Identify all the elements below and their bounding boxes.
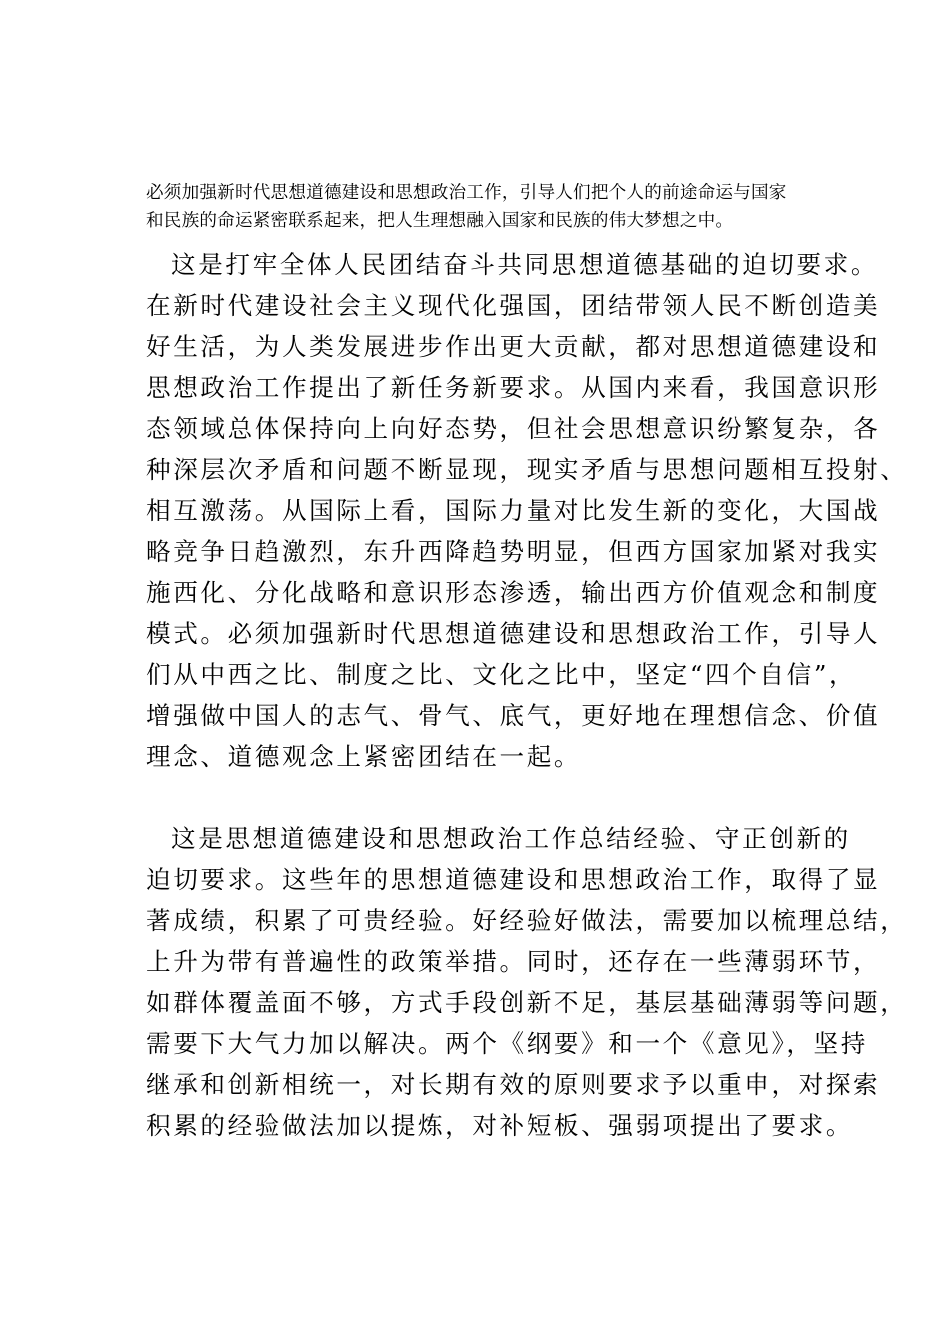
paragraph-2-line: 迫切要求。这些年的思想道德建设和思想政治工作，取得了显: [146, 865, 881, 894]
paragraph-1-line: 在新时代建设社会主义现代化强国，团结带领人民不断创造美: [146, 291, 881, 320]
paragraph-1-line: 思想政治工作提出了新任务新要求。从国内来看，我国意识形: [146, 373, 881, 402]
paragraph-1-line: 施西化、分化战略和意识形态渗透，输出西方价值观念和制度: [146, 578, 881, 607]
paragraph-2-line: 继承和创新相统一，对长期有效的原则要求予以重申，对探索: [146, 1070, 881, 1099]
paragraph-1-line: 这是打牢全体人民团结奋斗共同思想道德基础的迫切要求。: [171, 250, 879, 279]
paragraph-2-line: 如群体覆盖面不够，方式手段创新不足，基层基础薄弱等问题，: [146, 988, 908, 1017]
paragraph-1-line: 好生活，为人类发展进步作出更大贡献，都对思想道德建设和: [146, 332, 881, 361]
paragraph-1-line: 略竞争日趋激烈，东升西降趋势明显，但西方国家加紧对我实: [146, 537, 881, 566]
intro-line: 必须加强新时代思想道德建设和思想政治工作，引导人们把个人的前途命运与国家: [146, 183, 787, 203]
intro-line: 和民族的命运紧密联系起来，把人生理想融入国家和民族的伟大梦想之中。: [146, 211, 734, 231]
paragraph-1-line: 理念、道德观念上紧密团结在一起。: [146, 742, 582, 771]
paragraph-2-line: 需要下大气力加以解决。两个《纲要》和一个《意见》，坚持: [146, 1029, 868, 1058]
paragraph-2-line: 积累的经验做法加以提炼，对补短板、强弱项提出了要求。: [146, 1111, 854, 1140]
paragraph-2-line: 上升为带有普遍性的政策举措。同时，还存在一些薄弱环节，: [146, 947, 881, 976]
paragraph-2-line: 著成绩，积累了可贵经验。好经验好做法，需要加以梳理总结，: [146, 906, 908, 935]
paragraph-1-line: 增强做中国人的志气、骨气、底气，更好地在理想信念、价值: [146, 701, 881, 730]
paragraph-1-line: 相互激荡。从国际上看，国际力量对比发生新的变化，大国战: [146, 496, 881, 525]
paragraph-1-line: 态领域总体保持向上向好态势，但社会思想意识纷繁复杂，各: [146, 414, 881, 443]
paragraph-1-line: 种深层次矛盾和问题不断显现，现实矛盾与思想问题相互投射、: [146, 455, 908, 484]
paragraph-1-line: 们从中西之比、制度之比、文化之比中，坚定“四个自信”，: [146, 660, 857, 689]
paragraph-2-line: 这是思想道德建设和思想政治工作总结经验、守正创新的: [171, 824, 851, 853]
paragraph-1-line: 模式。必须加强新时代思想道德建设和思想政治工作，引导人: [146, 619, 881, 648]
